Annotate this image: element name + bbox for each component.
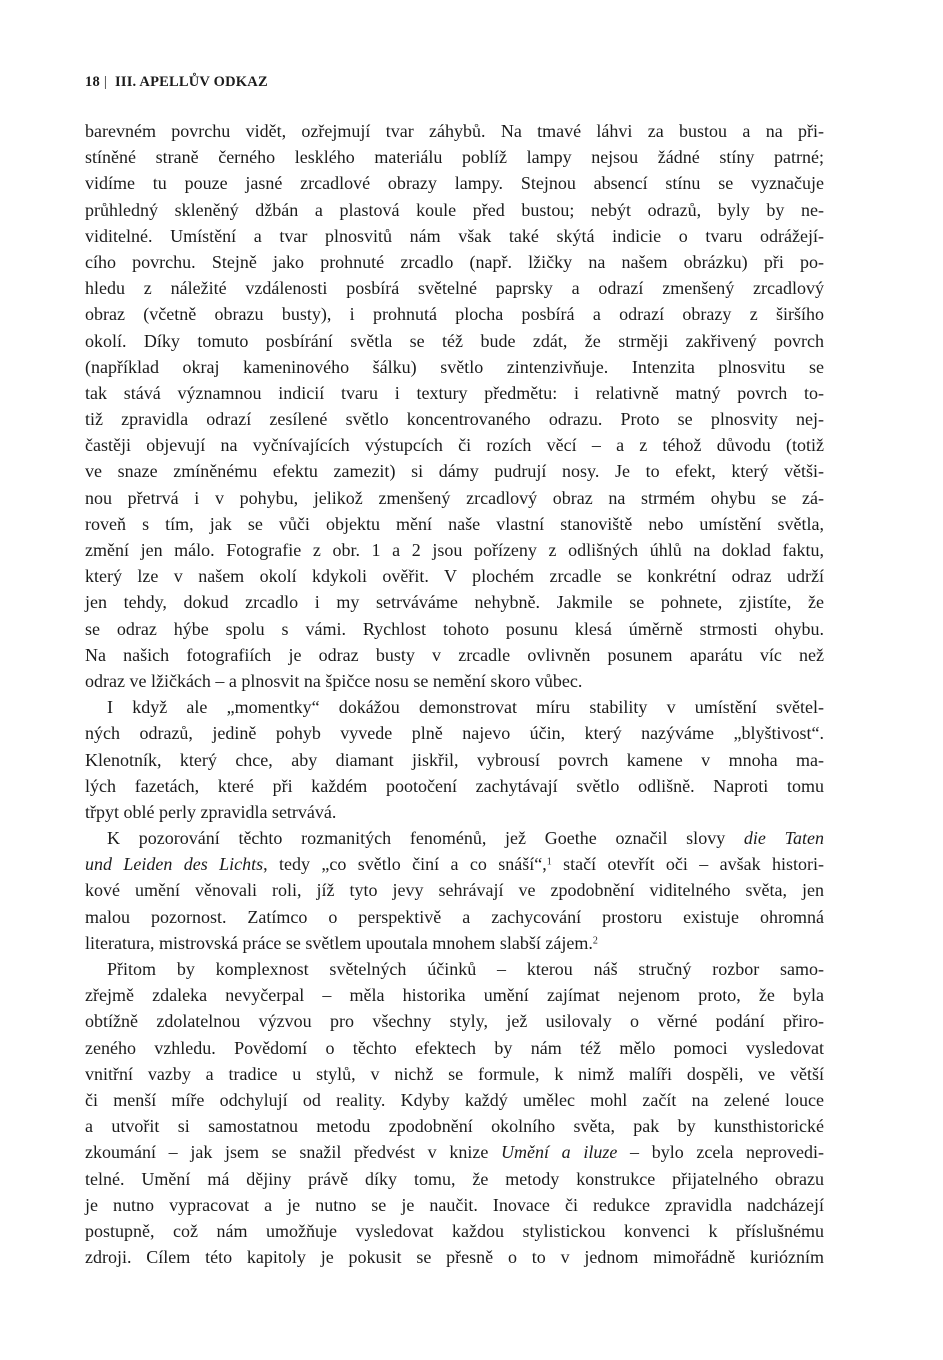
italic-title: Umění a iluze bbox=[501, 1142, 618, 1163]
text-run: literatura, mistrovská práce se světlem upoutala mnohem slabší zájem. bbox=[85, 932, 593, 953]
text-line: I když ale „momentky“ dokážou demonstrovat míru stability v umístění světel- bbox=[107, 697, 824, 718]
text-line: hledu z náležité vzdálenosti posbírá světelné paprsky a odrazí zmenšený zrcadlový bbox=[85, 278, 824, 299]
text-line: třpyt oblé perly zpravidla setrvává. bbox=[85, 801, 337, 822]
text-line: ných odrazů, jedině pohyb vyvede plně najevo účin, který nazýváme „blyštivost“. bbox=[85, 723, 824, 744]
text-line: roveň s tím, jak se vůči objektu mění naše vlastní stanoviště nebo umístění světla, bbox=[85, 513, 824, 534]
text-line bbox=[85, 825, 824, 851]
text-line: stíněné straně černého lesklého materiálu poblíž lampy nejsou žádné stíny patrné; bbox=[85, 147, 824, 168]
text-line: vnitřní vazby a tradice u stylů, v nichž se formule, k nimž malíři dospěli, ve větší bbox=[85, 1063, 824, 1084]
text-line: jen tehdy, dokud zrcadlo i my setrváváme nehybně. Jakmile se pohnete, zjistíte, že bbox=[85, 592, 824, 613]
page-number: 18 bbox=[85, 74, 100, 90]
text-line: zeného vzhledu. Povědomí o těchto efektech by nám též mělo pomoci vysledovat bbox=[85, 1037, 824, 1058]
text-line: ve snaze zmíněnému efektu zamezit) si dámy pudrují nosy. Je to efekt, který větši- bbox=[85, 461, 824, 482]
text-run: stačí otevřít oči – avšak histori- bbox=[551, 854, 824, 875]
text-line: a utvořit si samostatnou metodu zpodobnění okolního světa, pak by kunsthistorické bbox=[85, 1116, 824, 1137]
text-run: zkoumání – jak jsem se snažil předvést v knize bbox=[85, 1142, 502, 1163]
chapter-title: III. APELLŮV ODKAZ bbox=[115, 74, 268, 90]
text-line: tak stává významnou indicií tvaru i textury předmětu: i relativně matný povrch to- bbox=[85, 382, 824, 403]
text-line: tiž zpravidla odrazí zesílené světlo koncentrovaného odrazu. Proto se plnosvity nej- bbox=[85, 409, 824, 430]
footnote-marker[interactable]: 2 bbox=[592, 935, 598, 947]
text-line: odraz ve lžičkách – a plnosvit na špičce nosu se nemění skoro vůbec. bbox=[85, 670, 583, 691]
text-line: cího povrchu. Stejně jako prohnuté zrcadlo (např. lžičky na našem obrázku) při po- bbox=[85, 251, 824, 272]
text-line: častěji objevují na vyčnívajících výstupcích či rozích věcí – a z téhož důvodu (totiž bbox=[85, 435, 824, 456]
text-line: zdroji. Cílem této kapitoly je pokusit se přesně o to v jednom mimořádně kuriózním bbox=[85, 1247, 824, 1268]
text-line bbox=[85, 1139, 824, 1165]
text-line: zřejmě zdaleka nevyčerpal – měla historika umění zajímat nejenom proto, že byla bbox=[85, 985, 824, 1006]
text-line: Klenotník, který chce, aby diamant jiskřil, vybrousí povrch kamene v mnoha ma- bbox=[85, 749, 824, 770]
text-line: okolí. Díky tomuto posbírání světla se též bude zdát, že strměji zakřivený povrch bbox=[85, 330, 824, 351]
text-line: kové umění věnovali roli, jíž tyto jevy sehrávají ve zpodobnění viditelného světa, jen bbox=[85, 880, 824, 901]
header-separator: | bbox=[103, 74, 108, 90]
text-line: který lze v našem okolí kdykoli ověřit. V plochém zrcadle se konkrétní odraz udrží bbox=[85, 566, 824, 587]
text-run: K pozorování těchto rozmanitých fenoménů, jež Goethe označil slovy bbox=[107, 828, 744, 849]
italic-title: und Leiden des Lichts bbox=[85, 854, 264, 875]
text-line: Přitom by komplexnost světelných účinků – kterou náš stručný rozbor samo- bbox=[107, 959, 824, 979]
text-line: viditelné. Umístění a tvar plnosvitů nám však také skýtá indicie o tvaru odrážejí- bbox=[85, 225, 824, 246]
text-line bbox=[85, 930, 824, 956]
text-run: – bylo zcela neprovedi- bbox=[617, 1142, 824, 1163]
text-line: obraz (včetně obrazu busty), i prohnutá plocha posbírá a odrazí obrazy z širšího bbox=[85, 304, 824, 325]
text-line: Na našich fotografiích je odraz busty v zrcadle ovlivněn posunem aparátu víc než bbox=[85, 644, 824, 665]
footnote-marker[interactable]: 1 bbox=[546, 856, 552, 868]
text-line: vidíme tu pouze jasné zrcadlové obrazy lampy. Stejnou absencí stínu se vyznačuje bbox=[85, 173, 824, 194]
text-line: (například okraj kameninového šálku) světlo zintenzivňuje. Intenzita plnosvitu se bbox=[85, 356, 824, 377]
text-line: či menší míře odchylují od reality. Kdyby každý umělec mohl začít na zelené louce bbox=[85, 1089, 824, 1110]
text-line: je nutno vypracovat a je nutno se je naučit. Inovace či redukce zpravidla nadcházejí bbox=[85, 1194, 824, 1215]
text-line: malou pozornost. Zatímco o perspektivě a zachycování prostoru existuje ohromná bbox=[85, 906, 824, 927]
body-text bbox=[85, 118, 824, 1270]
text-line: lých fazetách, které při každém pootočení zachytávají světlo odlišně. Naproti tomu bbox=[85, 775, 824, 796]
text-line: změní jen málo. Fotografie z obr. 1 a 2 jsou pořízeny z odlišných úhlů na doklad faktu, bbox=[85, 540, 824, 560]
text-line: telné. Umění má dějiny právě díky tomu, že metody konstrukce přijatelného obrazu bbox=[85, 1168, 824, 1189]
italic-title: die Taten bbox=[743, 828, 824, 849]
text-line: barevném povrchu vidět, ozřejmují tvar záhybů. Na tmavé láhvi za bustou a na při- bbox=[85, 121, 824, 141]
text-line bbox=[85, 851, 824, 877]
text-line: průhledný skleněný džbán a plastová koule před bustou; nebýt odrazů, byly by ne- bbox=[85, 199, 824, 220]
text-line: se odraz hýbe spolu s vámi. Rychlost tohoto posunu klesá úměrně strmosti ohybu. bbox=[85, 618, 824, 639]
text-line: postupně, což nám umožňuje vysledovat každou stylistickou konvenci k příslušnému bbox=[85, 1220, 824, 1241]
text-line: nou přetrvá i v pohybu, jelikož zmenšený zrcadlový obraz na strmém ohybu se zá- bbox=[85, 487, 824, 508]
text-line: obtížně zdolatelnou výzvou pro všechny styly, jež usilovaly o věrné podání přiro- bbox=[85, 1011, 824, 1032]
text-run: , tedy „co světlo činí a co snáší“, bbox=[263, 854, 547, 875]
running-header bbox=[85, 74, 268, 91]
